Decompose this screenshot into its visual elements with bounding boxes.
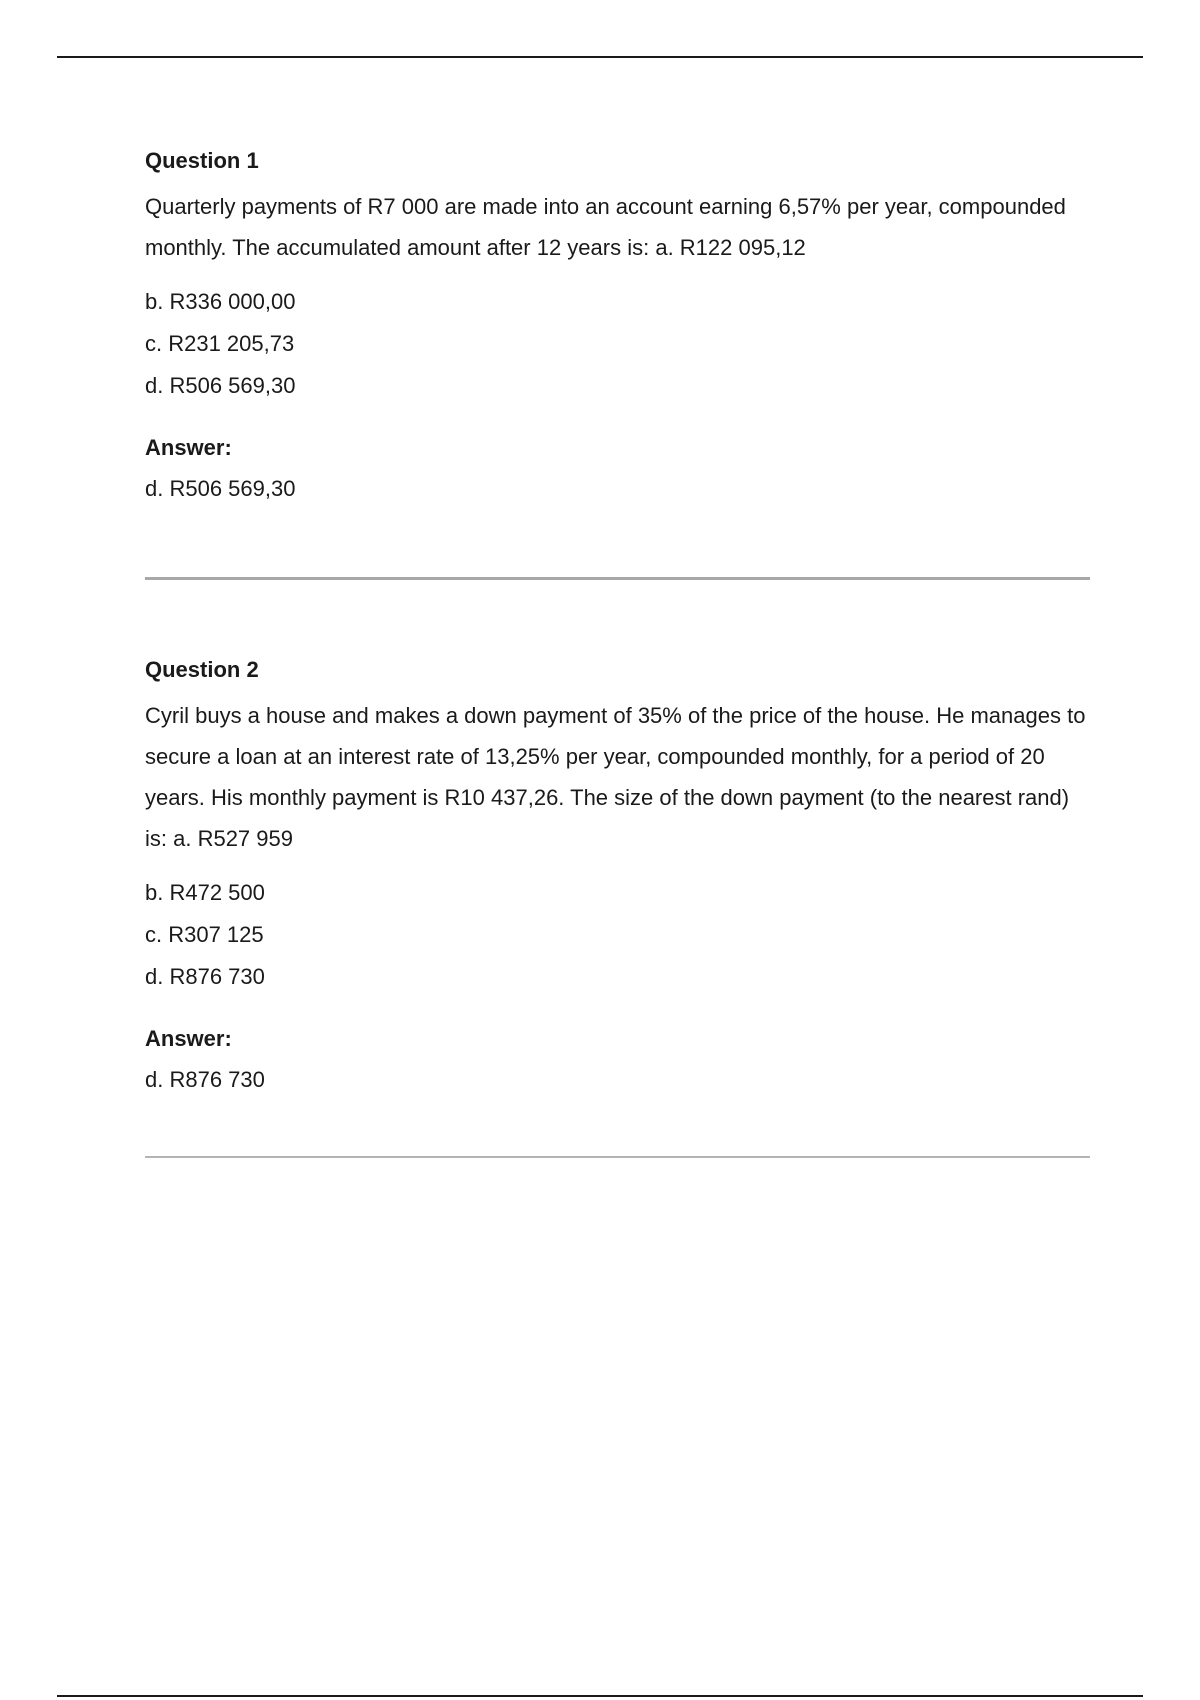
page-bottom-rule — [57, 1695, 1143, 1697]
answer-label: Answer: — [145, 435, 232, 460]
option-list — [145, 281, 1090, 407]
question-block-1 — [145, 146, 1090, 580]
question-title: Question 1 — [145, 148, 259, 173]
page-top-rule — [57, 56, 1143, 58]
section-divider — [145, 1156, 1090, 1158]
answer-value: d. R506 569,30 — [145, 476, 296, 501]
question-text: Quarterly payments of R7 000 are made into an account earning 6,57% per year, compounded monthly. The accumulated amount after 12 years is: a. R122 095,12 — [145, 194, 1066, 260]
option-list — [145, 872, 1090, 998]
option-c: c. R307 125 — [145, 922, 264, 947]
question-title: Question 2 — [145, 657, 259, 682]
option-b: b. R472 500 — [145, 880, 265, 905]
section-divider — [145, 577, 1090, 580]
option-c: c. R231 205,73 — [145, 331, 295, 356]
question-block-2 — [145, 655, 1090, 1158]
answer-label: Answer: — [145, 1026, 232, 1051]
option-d: d. R506 569,30 — [145, 373, 296, 398]
option-b: b. R336 000,00 — [145, 289, 296, 314]
answer-value: d. R876 730 — [145, 1067, 265, 1092]
question-text: Cyril buys a house and makes a down payment of 35% of the price of the house. He manages to secure a loan at an interest rate of 13,25% per year, compounded monthly, for a period of 20 years. His monthly payment is R10 437,26. The size of the down payment (to the nearest rand) is: a. R527 959 — [145, 703, 1086, 851]
option-d: d. R876 730 — [145, 964, 265, 989]
document-body — [145, 146, 1090, 1158]
